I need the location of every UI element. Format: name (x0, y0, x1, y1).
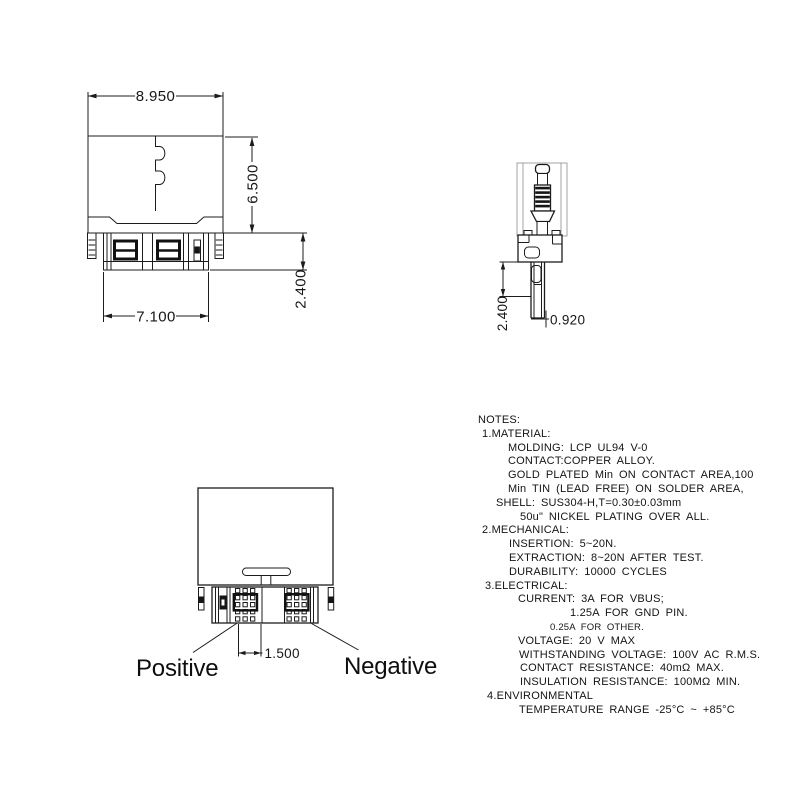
note-line: Min TIN (LEAD FREE) ON SOLDER AREA, (508, 482, 744, 495)
note-line: 2.MECHANICAL: (482, 524, 569, 537)
note-line: 50u" NICKEL PLATING OVER ALL. (520, 510, 710, 523)
positive-leader-line (193, 624, 237, 653)
note-line: TEMPERATURE RANGE -25°C ~ +85°C (519, 703, 735, 716)
note-line: CONTACT:COPPER ALLOY. (508, 455, 655, 468)
side-view (495, 163, 585, 331)
front-base-height-dim-label: 2.400 (292, 269, 310, 309)
note-line: CURRENT: 3A FOR VBUS; (518, 593, 664, 606)
pin-pitch-dim-label: 1.500 (264, 646, 300, 661)
note-line: 1.MATERIAL: (482, 427, 551, 440)
note-line: EXTRACTION: 8~20N AFTER TEST. (509, 551, 704, 564)
side-pin-stack (531, 165, 555, 236)
positive-label: Positive (136, 655, 219, 682)
front-height-dim-label: 6.500 (244, 164, 262, 204)
front-right-pin (215, 233, 224, 259)
bottom-view (193, 488, 359, 661)
note-line: NOTES: (478, 414, 521, 426)
note-line: 1.25A FOR GND PIN. (570, 607, 688, 620)
notes-block (478, 414, 768, 718)
side-height-dim-label: 2.400 (495, 295, 510, 332)
front-width-dim-label: 8.950 (135, 88, 176, 105)
note-line: 4.ENVIRONMENTAL (487, 689, 594, 702)
front-base-width-dim-label: 7.100 (136, 308, 176, 326)
negative-label: Negative (344, 653, 438, 680)
note-line: VOLTAGE: 20 V MAX (518, 634, 636, 647)
bottom-left-pin (199, 588, 205, 611)
note-line: GOLD PLATED Min ON CONTACT AREA,100 (508, 469, 754, 482)
front-left-pin (88, 233, 97, 259)
side-solder-tail (531, 262, 545, 318)
note-line: MOLDING: LCP UL94 V-0 (508, 441, 648, 454)
front-view (88, 88, 310, 326)
note-line: WITHSTANDING VOLTAGE: 100V AC R.M.S. (519, 648, 761, 661)
negative-leader-line (312, 624, 359, 651)
note-line: 3.ELECTRICAL: (485, 579, 568, 592)
note-line: INSERTION: 5~20N. (509, 538, 617, 551)
note-line: INSULATION RESISTANCE: 100MΩ MIN. (520, 676, 741, 689)
side-tail-width-dim-label: 0.920 (550, 312, 586, 328)
bottom-right-pin (328, 588, 334, 611)
note-line: DURABILITY: 10000 CYCLES (509, 565, 667, 578)
note-line: 0.25A FOR OTHER. (550, 621, 644, 633)
front-contact-block (104, 233, 209, 270)
note-line: CONTACT RESISTANCE: 40mΩ MAX. (520, 662, 724, 675)
note-line: SHELL: SUS304-H,T=0.30±0.03mm (496, 496, 682, 509)
side-housing (518, 231, 562, 263)
bottom-contact-strip (212, 587, 318, 623)
